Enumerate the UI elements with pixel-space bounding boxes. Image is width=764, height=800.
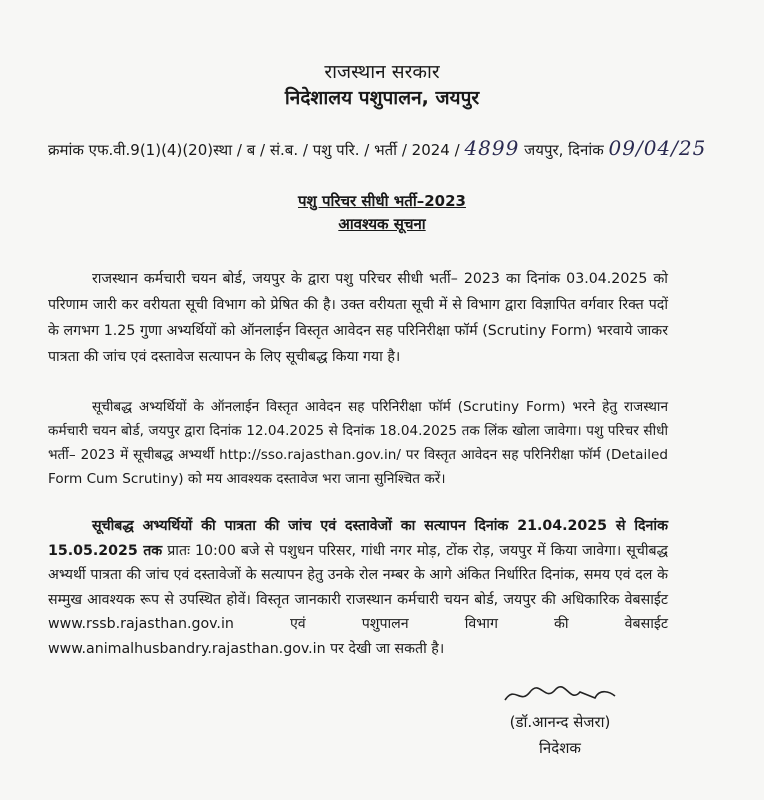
letterhead	[0, 60, 764, 111]
department-name: निदेशालय पशुपालन, जयपुर	[284, 86, 480, 109]
reference-line	[48, 136, 748, 160]
place-date-label: जयपुर, दिनांक	[524, 141, 604, 159]
officer-name: (डॉ.आनन्द सेजरा)	[509, 713, 611, 731]
reference-number: 4899	[464, 136, 520, 160]
paragraph-scrutiny-form: सूचीबद्ध अभ्यर्थियों के ऑनलाईन विस्तृत आवेदन सह परिनिरीक्षा फॉर्म (Scrutiny Form) भरने हेतु राजस्थान कर्मचारी चयन बोर्ड, जयपुर द्वारा दिनांक 12.04.2025 से दिनांक 18.04.2025 तक लिंक खोला जावेगा। पशु परिचर सीधी भर्ती– 2023 में सूचीबद्ध अभ्यर्थी http://sso.rajasthan.gov.in/ पर विस्तृत आवेदन सह परिनिरीक्षा फॉर्म (Detailed Form Cum Scrutiny) को मय आवश्यक दस्तावेज भरा जाना सुनिश्चित करें।	[48, 399, 668, 487]
issue-date: 09/04/25	[608, 136, 707, 160]
reference-prefix: क्रमांक एफ.वी.9(1)(4)(20)स्था / ब / सं.ब. / पशु परि. / भर्ती / 2024 /	[48, 141, 460, 159]
notice-heading: आवश्यक सूचना	[338, 215, 426, 234]
paragraph-result: राजस्थान कर्मचारी चयन बोर्ड, जयपुर के द्वारा पशु परिचर सीधी भर्ती– 2023 का दिनांक 03.04.2025 को परिणाम जारी कर वरीयता सूची विभाग को प्रेषित की है। उक्त वरीयता सूची में से विभाग द्वारा विज्ञापित वर्गवार रिक्त पदों के लगभग 1.25 गुणा अभ्यर्थियों को ऑनलाईन विस्तृत आवेदन सह परिनिरीक्षा फॉर्म (Scrutiny Form) भरवाये जाकर पात्रता की जांच एवं दस्तावेज सत्यापन के लिए सूचीबद्ध किया गया है।	[48, 271, 668, 365]
govt-name: राजस्थान सरकार	[324, 61, 440, 83]
officer-designation: निदेशक	[539, 739, 581, 757]
signature-block	[470, 680, 650, 758]
recruitment-title: पशु परिचर सीधी भर्ती–2023	[298, 192, 466, 210]
verification-dates: सूचीबद्ध अभ्यर्थियों की पात्रता की जांच एवं दस्तावेजों का सत्यापन दिनांक 21.04.2025 से दिनांक 15.05.2025 तक	[48, 518, 668, 559]
paragraph-verification	[48, 514, 668, 661]
verification-details: प्रातः 10:00 बजे से पशुधन परिसर, गांधी नगर मोड़, टोंक रोड़, जयपुर में किया जावेगा। सूचीबद्ध अभ्यर्थी पात्रता की जांच एवं दस्तावेजों के सत्यापन हेतु उनके रोल नम्बर के आगे अंकित निर्धारित दिनांक, समय एवं दल के सम्मुख आवश्यक रूप से उपस्थित होवें। विस्तृत जानकारी राजस्थान कर्मचारी चयन बोर्ड, जयपुर की अधिकारिक वेबसाईट www.rssb.rajasthan.gov.in एवं पशुपालन विभाग की वेबसाईट www.animalhusbandry.rajasthan.gov.in पर देखी जा सकती है।	[48, 542, 668, 657]
subject-block	[0, 190, 764, 237]
handwritten-signature	[470, 680, 650, 710]
